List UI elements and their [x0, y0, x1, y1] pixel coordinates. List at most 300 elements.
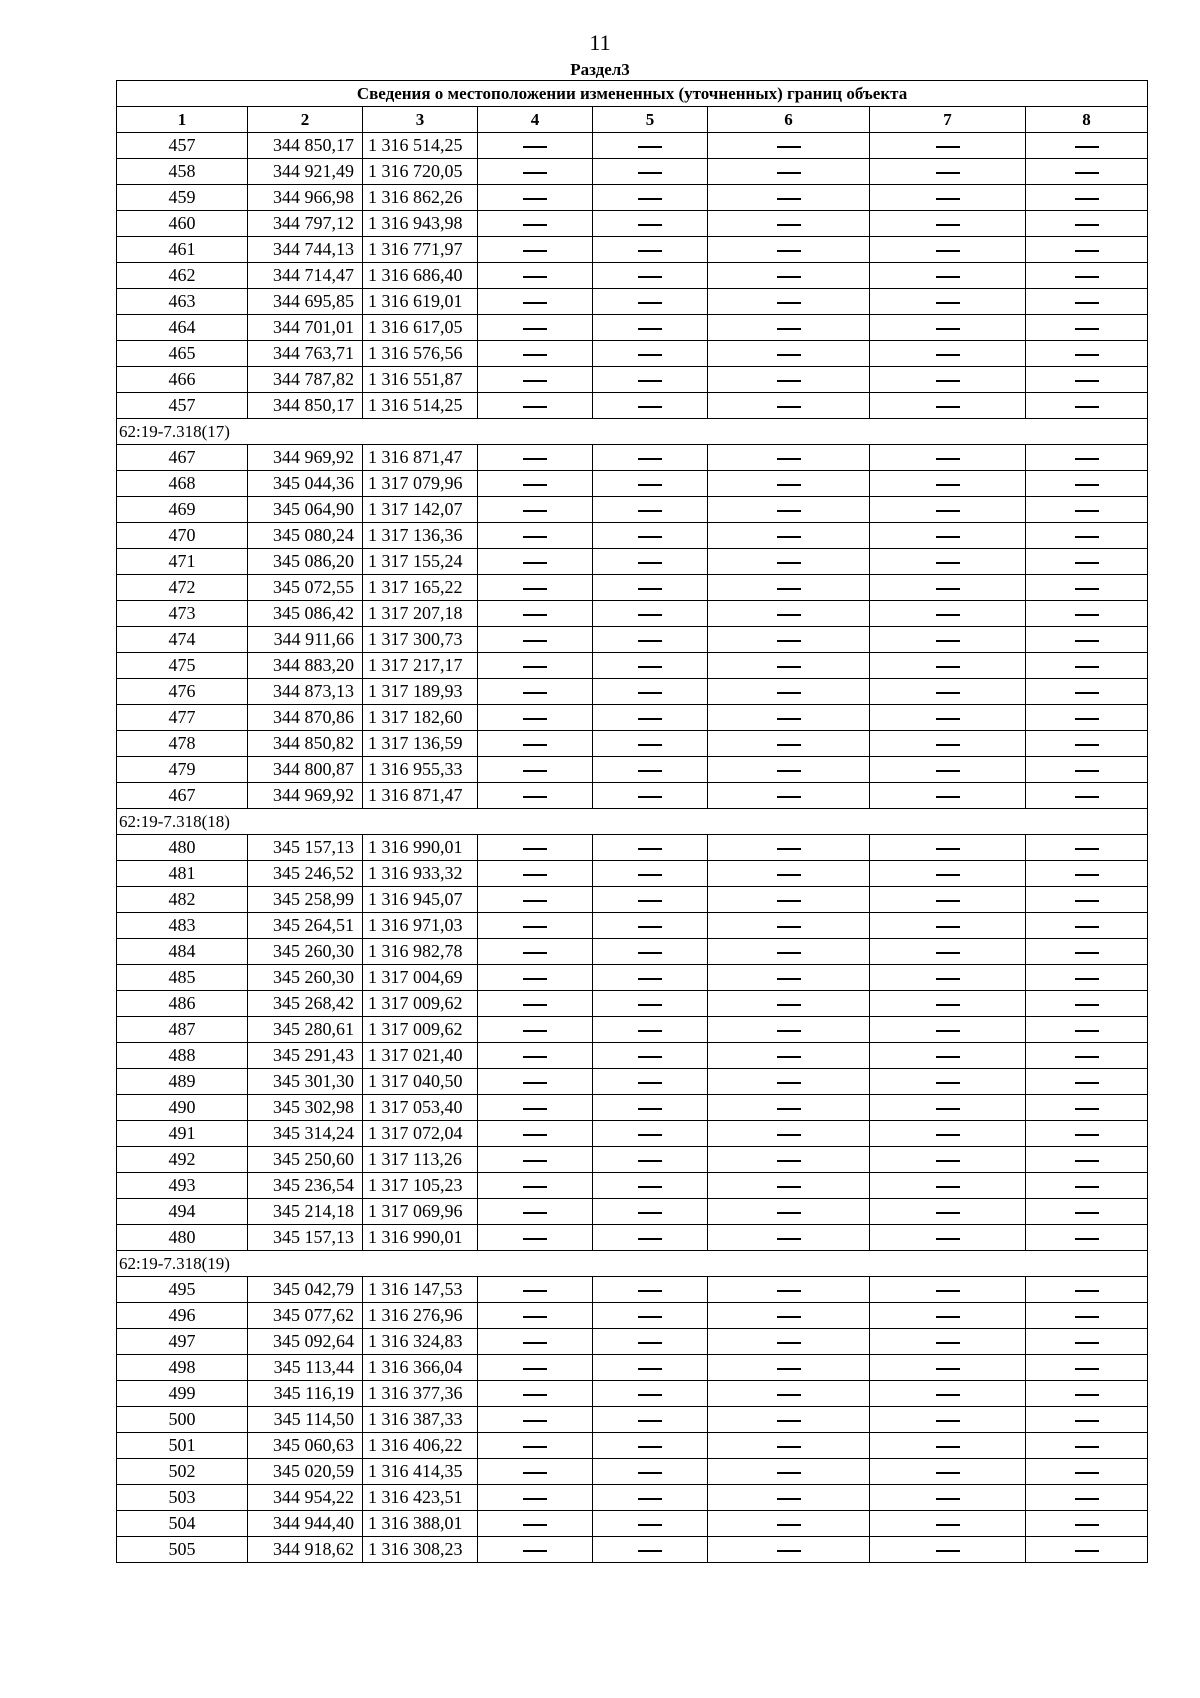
- dash-mark: [1075, 1082, 1099, 1083]
- dash-mark: [936, 718, 960, 719]
- dash-mark: [936, 1472, 960, 1473]
- dash-mark: [523, 536, 547, 537]
- dash-mark: [523, 1108, 547, 1109]
- coordinate-x: 344 969,92: [248, 445, 363, 471]
- point-number: 493: [117, 1173, 248, 1199]
- dash-mark: [936, 874, 960, 875]
- coordinate-x: 344 954,22: [248, 1485, 363, 1511]
- empty-cell: [593, 1043, 708, 1069]
- empty-cell: [708, 1069, 870, 1095]
- coordinate-y: 1 316 324,83: [363, 1329, 478, 1355]
- empty-cell: [478, 783, 593, 809]
- empty-cell: [1026, 1459, 1148, 1485]
- empty-cell: [478, 1225, 593, 1251]
- point-number: 491: [117, 1121, 248, 1147]
- empty-cell: [708, 783, 870, 809]
- empty-cell: [1026, 679, 1148, 705]
- group-label: 62:19-7.318(18): [117, 809, 1148, 835]
- empty-cell: [478, 1043, 593, 1069]
- dash-mark: [1075, 796, 1099, 797]
- dash-mark: [936, 1394, 960, 1395]
- dash-mark: [523, 172, 547, 173]
- empty-cell: [870, 315, 1026, 341]
- point-number: 505: [117, 1537, 248, 1563]
- coordinate-x: 344 744,13: [248, 237, 363, 263]
- empty-cell: [478, 1537, 593, 1563]
- dash-mark: [777, 640, 801, 641]
- coordinate-x: 344 850,17: [248, 393, 363, 419]
- empty-cell: [1026, 1537, 1148, 1563]
- dash-mark: [1075, 354, 1099, 355]
- empty-cell: [870, 887, 1026, 913]
- empty-cell: [1026, 1121, 1148, 1147]
- coordinate-y: 1 317 009,62: [363, 1017, 478, 1043]
- empty-cell: [870, 1381, 1026, 1407]
- empty-cell: [708, 575, 870, 601]
- empty-cell: [478, 523, 593, 549]
- coordinate-y: 1 317 021,40: [363, 1043, 478, 1069]
- empty-cell: [1026, 497, 1148, 523]
- empty-cell: [593, 1485, 708, 1511]
- dash-mark: [1075, 1004, 1099, 1005]
- empty-cell: [1026, 731, 1148, 757]
- dash-mark: [1075, 848, 1099, 849]
- empty-cell: [478, 601, 593, 627]
- dash-mark: [936, 692, 960, 693]
- empty-cell: [478, 393, 593, 419]
- dash-mark: [936, 640, 960, 641]
- column-header: 7: [870, 107, 1026, 133]
- coordinate-y: 1 316 982,78: [363, 939, 478, 965]
- point-number: 480: [117, 835, 248, 861]
- dash-mark: [777, 1472, 801, 1473]
- dash-mark: [936, 1238, 960, 1239]
- empty-cell: [478, 1459, 593, 1485]
- coordinate-x: 345 072,55: [248, 575, 363, 601]
- empty-cell: [478, 1277, 593, 1303]
- coordinate-x: 345 086,42: [248, 601, 363, 627]
- dash-mark: [777, 484, 801, 485]
- coordinate-y: 1 316 617,05: [363, 315, 478, 341]
- dash-mark: [638, 198, 662, 199]
- dash-mark: [777, 1524, 801, 1525]
- dash-mark: [638, 1082, 662, 1083]
- coordinate-y: 1 316 276,96: [363, 1303, 478, 1329]
- table-row: [117, 1459, 1148, 1485]
- table-row: [117, 1485, 1148, 1511]
- empty-cell: [593, 653, 708, 679]
- empty-cell: [593, 523, 708, 549]
- dash-mark: [936, 276, 960, 277]
- dash-mark: [638, 1550, 662, 1551]
- table-row: [117, 1433, 1148, 1459]
- empty-cell: [1026, 159, 1148, 185]
- empty-cell: [870, 1537, 1026, 1563]
- dash-mark: [1075, 978, 1099, 979]
- coordinate-x: 345 077,62: [248, 1303, 363, 1329]
- dash-mark: [523, 1394, 547, 1395]
- dash-mark: [936, 146, 960, 147]
- coordinate-x: 345 260,30: [248, 939, 363, 965]
- dash-mark: [638, 588, 662, 589]
- dash-mark: [523, 198, 547, 199]
- dash-mark: [1075, 406, 1099, 407]
- dash-mark: [1075, 562, 1099, 563]
- empty-cell: [1026, 705, 1148, 731]
- dash-mark: [1075, 302, 1099, 303]
- table-row: [117, 1121, 1148, 1147]
- point-number: 466: [117, 367, 248, 393]
- dash-mark: [777, 1238, 801, 1239]
- column-header: 4: [478, 107, 593, 133]
- empty-cell: [1026, 1069, 1148, 1095]
- dash-mark: [777, 198, 801, 199]
- dash-mark: [777, 718, 801, 719]
- dash-mark: [936, 978, 960, 979]
- table-row: [117, 783, 1148, 809]
- table-row: [117, 159, 1148, 185]
- coordinate-x: 344 787,82: [248, 367, 363, 393]
- dash-mark: [523, 666, 547, 667]
- empty-cell: [870, 289, 1026, 315]
- coordinate-x: 345 080,24: [248, 523, 363, 549]
- table-row: [117, 1043, 1148, 1069]
- dash-mark: [1075, 666, 1099, 667]
- empty-cell: [1026, 887, 1148, 913]
- empty-cell: [708, 1147, 870, 1173]
- empty-cell: [1026, 913, 1148, 939]
- column-header: 8: [1026, 107, 1148, 133]
- coordinate-x: 345 268,42: [248, 991, 363, 1017]
- dash-mark: [523, 1550, 547, 1551]
- table-row: [117, 237, 1148, 263]
- empty-cell: [1026, 1355, 1148, 1381]
- dash-mark: [638, 224, 662, 225]
- dash-mark: [777, 1186, 801, 1187]
- empty-cell: [1026, 965, 1148, 991]
- empty-cell: [708, 159, 870, 185]
- table-row: [117, 1381, 1148, 1407]
- table-row: [117, 835, 1148, 861]
- dash-mark: [1075, 900, 1099, 901]
- dash-mark: [1075, 536, 1099, 537]
- dash-mark: [936, 406, 960, 407]
- coordinate-x: 345 214,18: [248, 1199, 363, 1225]
- dash-mark: [936, 1212, 960, 1213]
- dash-mark: [638, 1316, 662, 1317]
- coordinate-y: 1 317 040,50: [363, 1069, 478, 1095]
- empty-cell: [708, 653, 870, 679]
- empty-cell: [478, 1355, 593, 1381]
- dash-mark: [936, 900, 960, 901]
- empty-cell: [478, 497, 593, 523]
- dash-mark: [777, 172, 801, 173]
- dash-mark: [638, 1524, 662, 1525]
- dash-mark: [936, 1004, 960, 1005]
- dash-mark: [523, 1056, 547, 1057]
- empty-cell: [1026, 393, 1148, 419]
- point-number: 458: [117, 159, 248, 185]
- table-row: [117, 1173, 1148, 1199]
- empty-cell: [593, 159, 708, 185]
- dash-mark: [1075, 172, 1099, 173]
- coordinate-y: 1 316 377,36: [363, 1381, 478, 1407]
- coordinate-y: 1 316 619,01: [363, 289, 478, 315]
- empty-cell: [870, 1355, 1026, 1381]
- dash-mark: [936, 224, 960, 225]
- dash-mark: [936, 328, 960, 329]
- point-number: 494: [117, 1199, 248, 1225]
- empty-cell: [708, 185, 870, 211]
- dash-mark: [1075, 1420, 1099, 1421]
- point-number: 467: [117, 783, 248, 809]
- dash-mark: [936, 952, 960, 953]
- dash-mark: [777, 1446, 801, 1447]
- empty-cell: [593, 1147, 708, 1173]
- empty-cell: [593, 1433, 708, 1459]
- coordinate-y: 1 317 079,96: [363, 471, 478, 497]
- empty-cell: [593, 861, 708, 887]
- table-row: [117, 1069, 1148, 1095]
- coordinate-y: 1 317 217,17: [363, 653, 478, 679]
- empty-cell: [708, 731, 870, 757]
- empty-cell: [1026, 523, 1148, 549]
- coordinate-y: 1 316 720,05: [363, 159, 478, 185]
- dash-mark: [1075, 1316, 1099, 1317]
- dash-mark: [523, 1446, 547, 1447]
- dash-mark: [1075, 224, 1099, 225]
- coordinate-y: 1 317 009,62: [363, 991, 478, 1017]
- dash-mark: [638, 458, 662, 459]
- empty-cell: [870, 965, 1026, 991]
- table-row: [117, 731, 1148, 757]
- column-header: 5: [593, 107, 708, 133]
- dash-mark: [638, 1056, 662, 1057]
- coordinate-x: 345 157,13: [248, 835, 363, 861]
- empty-cell: [593, 757, 708, 783]
- empty-cell: [1026, 939, 1148, 965]
- coordinate-y: 1 317 155,24: [363, 549, 478, 575]
- empty-cell: [708, 887, 870, 913]
- empty-cell: [708, 1459, 870, 1485]
- point-number: 468: [117, 471, 248, 497]
- empty-cell: [478, 627, 593, 653]
- coordinate-x: 344 763,71: [248, 341, 363, 367]
- empty-cell: [478, 1381, 593, 1407]
- empty-cell: [593, 315, 708, 341]
- dash-mark: [523, 224, 547, 225]
- coordinate-x: 344 850,17: [248, 133, 363, 159]
- point-number: 457: [117, 133, 248, 159]
- dash-mark: [1075, 926, 1099, 927]
- dash-mark: [1075, 276, 1099, 277]
- section-title: Раздел3: [570, 60, 630, 79]
- coordinate-y: 1 316 388,01: [363, 1511, 478, 1537]
- empty-cell: [593, 393, 708, 419]
- empty-cell: [478, 913, 593, 939]
- coordinate-x: 345 301,30: [248, 1069, 363, 1095]
- coordinate-x: 345 260,30: [248, 965, 363, 991]
- coordinate-y: 1 316 871,47: [363, 783, 478, 809]
- dash-mark: [638, 1368, 662, 1369]
- empty-cell: [708, 1043, 870, 1069]
- table-row: [117, 133, 1148, 159]
- empty-cell: [593, 1459, 708, 1485]
- empty-cell: [593, 575, 708, 601]
- dash-mark: [936, 1446, 960, 1447]
- empty-cell: [593, 1173, 708, 1199]
- dash-mark: [523, 848, 547, 849]
- empty-cell: [1026, 1511, 1148, 1537]
- dash-mark: [523, 1316, 547, 1317]
- dash-mark: [638, 614, 662, 615]
- empty-cell: [870, 1199, 1026, 1225]
- coordinate-x: 344 701,01: [248, 315, 363, 341]
- dash-mark: [936, 1160, 960, 1161]
- dash-mark: [1075, 328, 1099, 329]
- dash-mark: [523, 1238, 547, 1239]
- dash-mark: [523, 1160, 547, 1161]
- dash-mark: [523, 718, 547, 719]
- empty-cell: [1026, 835, 1148, 861]
- empty-cell: [478, 367, 593, 393]
- dash-mark: [523, 1030, 547, 1031]
- dash-mark: [523, 1186, 547, 1187]
- dash-mark: [523, 1498, 547, 1499]
- empty-cell: [1026, 1277, 1148, 1303]
- dash-mark: [638, 1472, 662, 1473]
- empty-cell: [1026, 1407, 1148, 1433]
- dash-mark: [936, 536, 960, 537]
- dash-mark: [777, 848, 801, 849]
- dash-mark: [777, 692, 801, 693]
- empty-cell: [1026, 549, 1148, 575]
- dash-mark: [936, 796, 960, 797]
- dash-mark: [936, 172, 960, 173]
- table-row: [117, 757, 1148, 783]
- dash-mark: [638, 848, 662, 849]
- dash-mark: [936, 666, 960, 667]
- empty-cell: [708, 1407, 870, 1433]
- coordinate-x: 345 291,43: [248, 1043, 363, 1069]
- empty-cell: [478, 1511, 593, 1537]
- dash-mark: [523, 406, 547, 407]
- empty-cell: [478, 237, 593, 263]
- empty-cell: [478, 991, 593, 1017]
- table-row: [117, 211, 1148, 237]
- empty-cell: [708, 1199, 870, 1225]
- empty-cell: [478, 1485, 593, 1511]
- dash-mark: [638, 744, 662, 745]
- point-number: 497: [117, 1329, 248, 1355]
- dash-mark: [638, 978, 662, 979]
- empty-cell: [593, 445, 708, 471]
- empty-cell: [870, 679, 1026, 705]
- empty-cell: [708, 211, 870, 237]
- empty-cell: [870, 1459, 1026, 1485]
- empty-cell: [870, 497, 1026, 523]
- empty-cell: [870, 1121, 1026, 1147]
- dash-mark: [777, 328, 801, 329]
- empty-cell: [870, 1433, 1026, 1459]
- coordinate-x: 345 060,63: [248, 1433, 363, 1459]
- point-number: 488: [117, 1043, 248, 1069]
- group-label-row: [117, 1251, 1148, 1277]
- point-number: 463: [117, 289, 248, 315]
- dash-mark: [638, 770, 662, 771]
- table-row: [117, 471, 1148, 497]
- coordinate-y: 1 316 945,07: [363, 887, 478, 913]
- dash-mark: [936, 588, 960, 589]
- empty-cell: [1026, 991, 1148, 1017]
- dash-mark: [523, 640, 547, 641]
- dash-mark: [638, 874, 662, 875]
- coordinate-x: 345 264,51: [248, 913, 363, 939]
- empty-cell: [708, 289, 870, 315]
- dash-mark: [638, 1446, 662, 1447]
- point-number: 459: [117, 185, 248, 211]
- coordinate-x: 344 695,85: [248, 289, 363, 315]
- empty-cell: [870, 393, 1026, 419]
- dash-mark: [638, 250, 662, 251]
- table-row: [117, 263, 1148, 289]
- coordinate-y: 1 316 990,01: [363, 1225, 478, 1251]
- dash-mark: [777, 952, 801, 953]
- dash-mark: [638, 718, 662, 719]
- coordinate-y: 1 316 406,22: [363, 1433, 478, 1459]
- empty-cell: [870, 1147, 1026, 1173]
- empty-cell: [593, 835, 708, 861]
- coordinate-x: 345 314,24: [248, 1121, 363, 1147]
- dash-mark: [936, 1524, 960, 1525]
- empty-cell: [1026, 1381, 1148, 1407]
- empty-cell: [593, 601, 708, 627]
- empty-cell: [478, 705, 593, 731]
- dash-mark: [1075, 588, 1099, 589]
- coordinate-y: 1 317 165,22: [363, 575, 478, 601]
- coordinate-x: 344 918,62: [248, 1537, 363, 1563]
- coordinate-y: 1 316 871,47: [363, 445, 478, 471]
- dash-mark: [638, 1134, 662, 1135]
- coordinate-y: 1 317 113,26: [363, 1147, 478, 1173]
- table-row: [117, 497, 1148, 523]
- coordinate-y: 1 316 943,98: [363, 211, 478, 237]
- dash-mark: [936, 1420, 960, 1421]
- empty-cell: [478, 1095, 593, 1121]
- empty-cell: [1026, 1485, 1148, 1511]
- empty-cell: [1026, 1043, 1148, 1069]
- coordinate-y: 1 316 514,25: [363, 133, 478, 159]
- empty-cell: [870, 1329, 1026, 1355]
- empty-cell: [1026, 1173, 1148, 1199]
- dash-mark: [1075, 1394, 1099, 1395]
- empty-cell: [708, 471, 870, 497]
- dash-mark: [936, 458, 960, 459]
- empty-cell: [478, 1147, 593, 1173]
- empty-cell: [708, 1537, 870, 1563]
- dash-mark: [638, 666, 662, 667]
- empty-cell: [870, 1069, 1026, 1095]
- empty-cell: [870, 835, 1026, 861]
- point-number: 487: [117, 1017, 248, 1043]
- point-number: 489: [117, 1069, 248, 1095]
- coordinate-y: 1 316 514,25: [363, 393, 478, 419]
- empty-cell: [708, 1381, 870, 1407]
- empty-cell: [870, 575, 1026, 601]
- dash-mark: [936, 1186, 960, 1187]
- point-number: 477: [117, 705, 248, 731]
- dash-mark: [936, 614, 960, 615]
